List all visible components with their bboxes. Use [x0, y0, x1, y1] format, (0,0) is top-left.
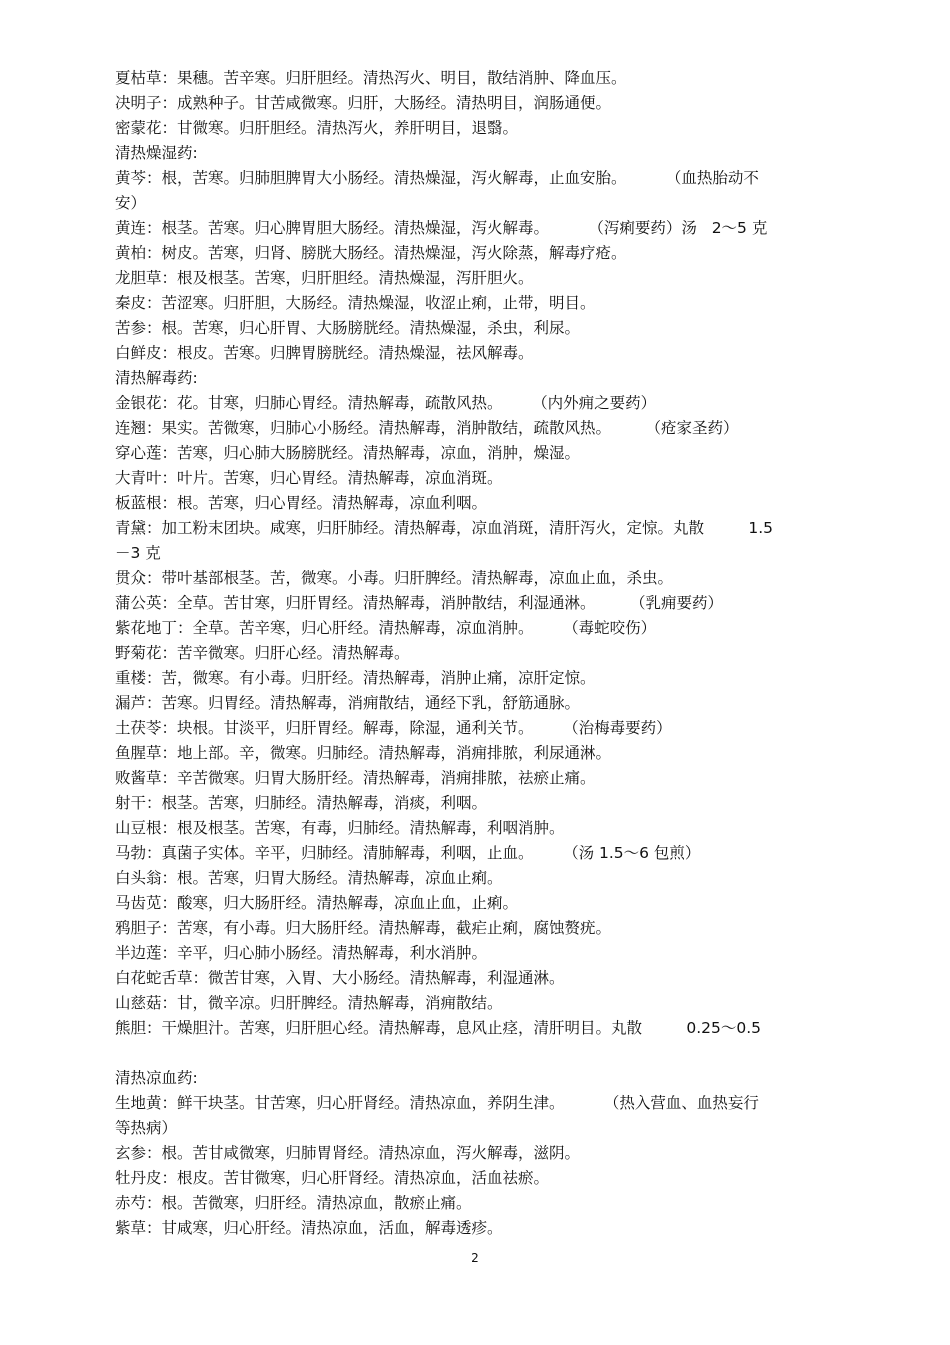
text-line: 土茯苓：块根。甘淡平，归肝胃经。解毒，除湿，通利关节。 （治梅毒要药）	[115, 719, 672, 737]
text-line: 山慈菇：甘，微辛凉。归肝脾经。清热解毒，消痈散结。	[115, 994, 503, 1012]
text-line: 马齿苋：酸寒，归大肠肝经。清热解毒，凉血止血，止痢。	[115, 894, 519, 912]
section-heading: 清热燥湿药:	[115, 144, 198, 162]
document-body	[115, 66, 860, 1241]
text-line: 穿心莲：苦寒，归心肺大肠膀胱经。清热解毒，凉血，消肿，燥湿。	[115, 444, 581, 462]
text-line: 青黛：加工粉末团块。咸寒，归肝肺经。清热解毒，凉血消斑，清肝泻火，定惊。丸散 1.5	[115, 519, 773, 537]
text-line: 漏芦：苦寒。归胃经。清热解毒，消痈散结，通经下乳，舒筋通脉。	[115, 694, 581, 712]
text-line: 射干：根茎。苦寒，归肺经。清热解毒，消痰，利咽。	[115, 794, 488, 812]
text-line: 白头翁：根。苦寒，归胃大肠经。清热解毒，凉血止痢。	[115, 869, 503, 887]
text-line: 白花蛇舌草：微苦甘寒，入胃、大小肠经。清热解毒，利湿通淋。	[115, 969, 565, 987]
text-line: 黄连：根茎。苦寒。归心脾胃胆大肠经。清热燥湿，泻火解毒。 （泻痢要药）汤 2～5 克	[115, 219, 768, 237]
text-line: 金银花：花。甘寒，归肺心胃经。清热解毒，疏散风热。 （内外痈之要药）	[115, 394, 657, 412]
text-line: 秦皮：苦涩寒。归肝胆，大肠经。清热燥湿，收涩止痢，止带，明目。	[115, 294, 596, 312]
text-line: 决明子：成熟种子。甘苦咸微寒。归肝，大肠经。清热明目，润肠通便。	[115, 94, 612, 112]
text-line: 山豆根：根及根茎。苦寒，有毒，归肺经。清热解毒，利咽消肿。	[115, 819, 565, 837]
text-line: －3 克	[115, 544, 161, 562]
text-line: 夏枯草：果穗。苦辛寒。归肝胆经。清热泻火、明目，散结消肿、降血压。	[115, 69, 627, 87]
text-line: 马勃：真菌子实体。辛平，归肺经。清肺解毒，利咽，止血。 （汤 1.5～6 包煎）	[115, 844, 701, 862]
text-line: 等热病）	[115, 1119, 178, 1137]
text-line: 密蒙花：甘微寒。归肝胆经。清热泻火，养肝明目，退翳。	[115, 119, 519, 137]
text-line: 白鲜皮：根皮。苦寒。归脾胃膀胱经。清热燥湿，祛风解毒。	[115, 344, 534, 362]
text-line: 龙胆草：根及根茎。苦寒，归肝胆经。清热燥湿，泻肝胆火。	[115, 269, 534, 287]
text-line: 熊胆：干燥胆汁。苦寒，归肝胆心经。清热解毒，息风止痉，清肝明目。丸散 0.25～0.5	[115, 1019, 762, 1037]
text-line: 苦参：根。苦寒，归心肝胃、大肠膀胱经。清热燥湿，杀虫，利尿。	[115, 319, 581, 337]
text-line: 安）	[115, 194, 147, 212]
section-heading: 清热解毒药:	[115, 369, 198, 387]
text-line: 牡丹皮：根皮。苦甘微寒，归心肝肾经。清热凉血，活血祛瘀。	[115, 1169, 550, 1187]
page-number: 2	[471, 1251, 479, 1265]
text-line: 黄芩：根，苦寒。归肺胆脾胃大小肠经。清热燥湿，泻火解毒，止血安胎。 （血热胎动不	[115, 169, 759, 187]
text-line: 贯众：带叶基部根茎。苦，微寒。小毒。归肝脾经。清热解毒，凉血止血，杀虫。	[115, 569, 674, 587]
text-line: 半边莲：辛平，归心肺小肠经。清热解毒，利水消肿。	[115, 944, 488, 962]
text-line: 大青叶：叶片。苦寒，归心胃经。清热解毒，凉血消斑。	[115, 469, 503, 487]
text-line: 紫花地丁：全草。苦辛寒，归心肝经。清热解毒，凉血消肿。 （毒蛇咬伤）	[115, 619, 657, 637]
text-line: 败酱草：辛苦微寒。归胃大肠肝经。清热解毒，消痈排脓，祛瘀止痛。	[115, 769, 596, 787]
section-heading: 清热凉血药:	[115, 1069, 198, 1087]
text-line: 紫草：甘咸寒，归心肝经。清热凉血，活血，解毒透疹。	[115, 1219, 503, 1237]
text-line: 生地黄：鲜干块茎。甘苦寒，归心肝肾经。清热凉血，养阴生津。 （热入营血、血热妄行	[115, 1094, 759, 1112]
text-line: 黄柏：树皮。苦寒，归肾、膀胱大肠经。清热燥湿，泻火除蒸，解毒疗疮。	[115, 244, 627, 262]
text-line: 连翘：果实。苦微寒，归肺心小肠经。清热解毒，消肿散结，疏散风热。 （疮家圣药）	[115, 419, 739, 437]
text-line: 重楼：苦，微寒。有小毒。归肝经。清热解毒，消肿止痛，凉肝定惊。	[115, 669, 596, 687]
text-line: 赤芍：根。苦微寒，归肝经。清热凉血，散瘀止痛。	[115, 1194, 472, 1212]
text-line: 野菊花：苦辛微寒。归肝心经。清热解毒。	[115, 644, 410, 662]
text-line: 鱼腥草：地上部。辛，微寒。归肺经。清热解毒，消痈排脓，利尿通淋。	[115, 744, 612, 762]
text-line: 玄参：根。苦甘咸微寒，归肺胃肾经。清热凉血，泻火解毒，滋阴。	[115, 1144, 581, 1162]
text-line	[115, 1041, 860, 1066]
text-line: 鸦胆子：苦寒，有小毒。归大肠肝经。清热解毒，截疟止痢，腐蚀赘疣。	[115, 919, 612, 937]
text-line: 蒲公英：全草。苦甘寒，归肝胃经。清热解毒，消肿散结，利湿通淋。 （乳痈要药）	[115, 594, 723, 612]
text-line: 板蓝根：根。苦寒，归心胃经。清热解毒，凉血利咽。	[115, 494, 488, 512]
